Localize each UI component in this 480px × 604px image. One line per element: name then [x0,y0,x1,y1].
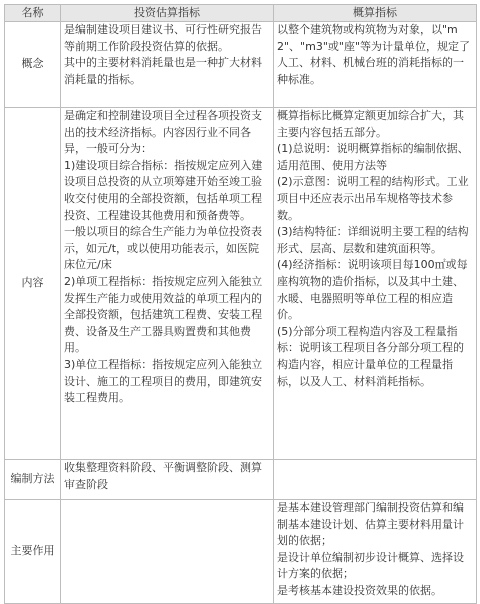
table-row [5,22,477,108]
cell-investment-estimate: 是编制建设项目建议书、可行性研究报告等前期工作阶段投资估算的依据。 其中的主要材料消耗量也是一种扩大材料消耗量的指标。 [61,22,274,108]
header-name: 名称 [5,5,61,22]
row-label: 主要作用 [5,500,61,604]
cell-investment-estimate: 收集整理资料阶段、平衡调整阶段、测算审查阶段 [61,460,274,500]
row-label: 内容 [5,108,61,460]
row-label: 编制方法 [5,460,61,500]
table-row [5,460,477,500]
cell-budget-estimate: 是基本建设管理部门编制投资估算和编制基本建设计划、估算主要材料用量计划的依据； 是设计单位编制初步设计概算、选择设计方案的依据； 是考核基本建设投资效果的依据。 [274,500,477,604]
cell-budget-estimate: 概算指标比概算定额更加综合扩大，其主要内容包括五部分。 (1)总说明：说明概算指标的编制依据、适用范围、使用方法等 (2)示意图：说明工程的结构形式。工业项目中还应表示出吊车规格等技术参数。 (3)结构特征：详细说明主要工程的结构形式、层高、层数和建筑面积等。 (4)经济指标：说明该项目每100㎡或每座构筑物的造价指标，以及其中土建、水暖、电器照明等单位工程的相应造价。 (5)分部分项工程构造内容及工程量指标：说明该工程项目各分部分项工程的构造内容，相应计量单位的工程量指标，以及人工、材料消耗指标。 [274,108,477,460]
cell-investment-estimate [61,500,274,604]
table-row [5,108,477,460]
cell-investment-estimate: 是确定和控制建设项目全过程各项投资支出的技术经济指标。内容因行业不同各异，一般可分为： 1)建设项目综合指标：指按规定应列入建设项目总投资的从立项筹建开始至竣工验收交付使用的全部投资额，包括单项工程投资、工程建设其他费用和预备费等。 一般以项目的综合生产能力为单位投资表示，如元/t，或以使用功能表示，如医院床位元/床 2)单项工程指标：指按规定应列入能独立发挥生产能力或使用效益的单项工程内的全部投资额，包括建筑工程费、安装工程费、设备及生产工器具购置费和其他费用。 3)单位工程指标：指按规定应列入能独立设计、施工的工程项目的费用，即建筑安装工程费用。 [61,108,274,460]
row-label: 概念 [5,22,61,108]
header-budget-estimate: 概算指标 [274,5,477,22]
comparison-table [4,4,477,604]
cell-budget-estimate [274,460,477,500]
cell-budget-estimate: 以整个建筑物或构筑物为对象，以"m2"、"m3"或"座"等为计量单位，规定了人工、材料、机械台班的消耗指标的一种标准。 [274,22,477,108]
header-row [5,5,477,22]
table-row [5,500,477,604]
header-investment-estimate: 投资估算指标 [61,5,274,22]
